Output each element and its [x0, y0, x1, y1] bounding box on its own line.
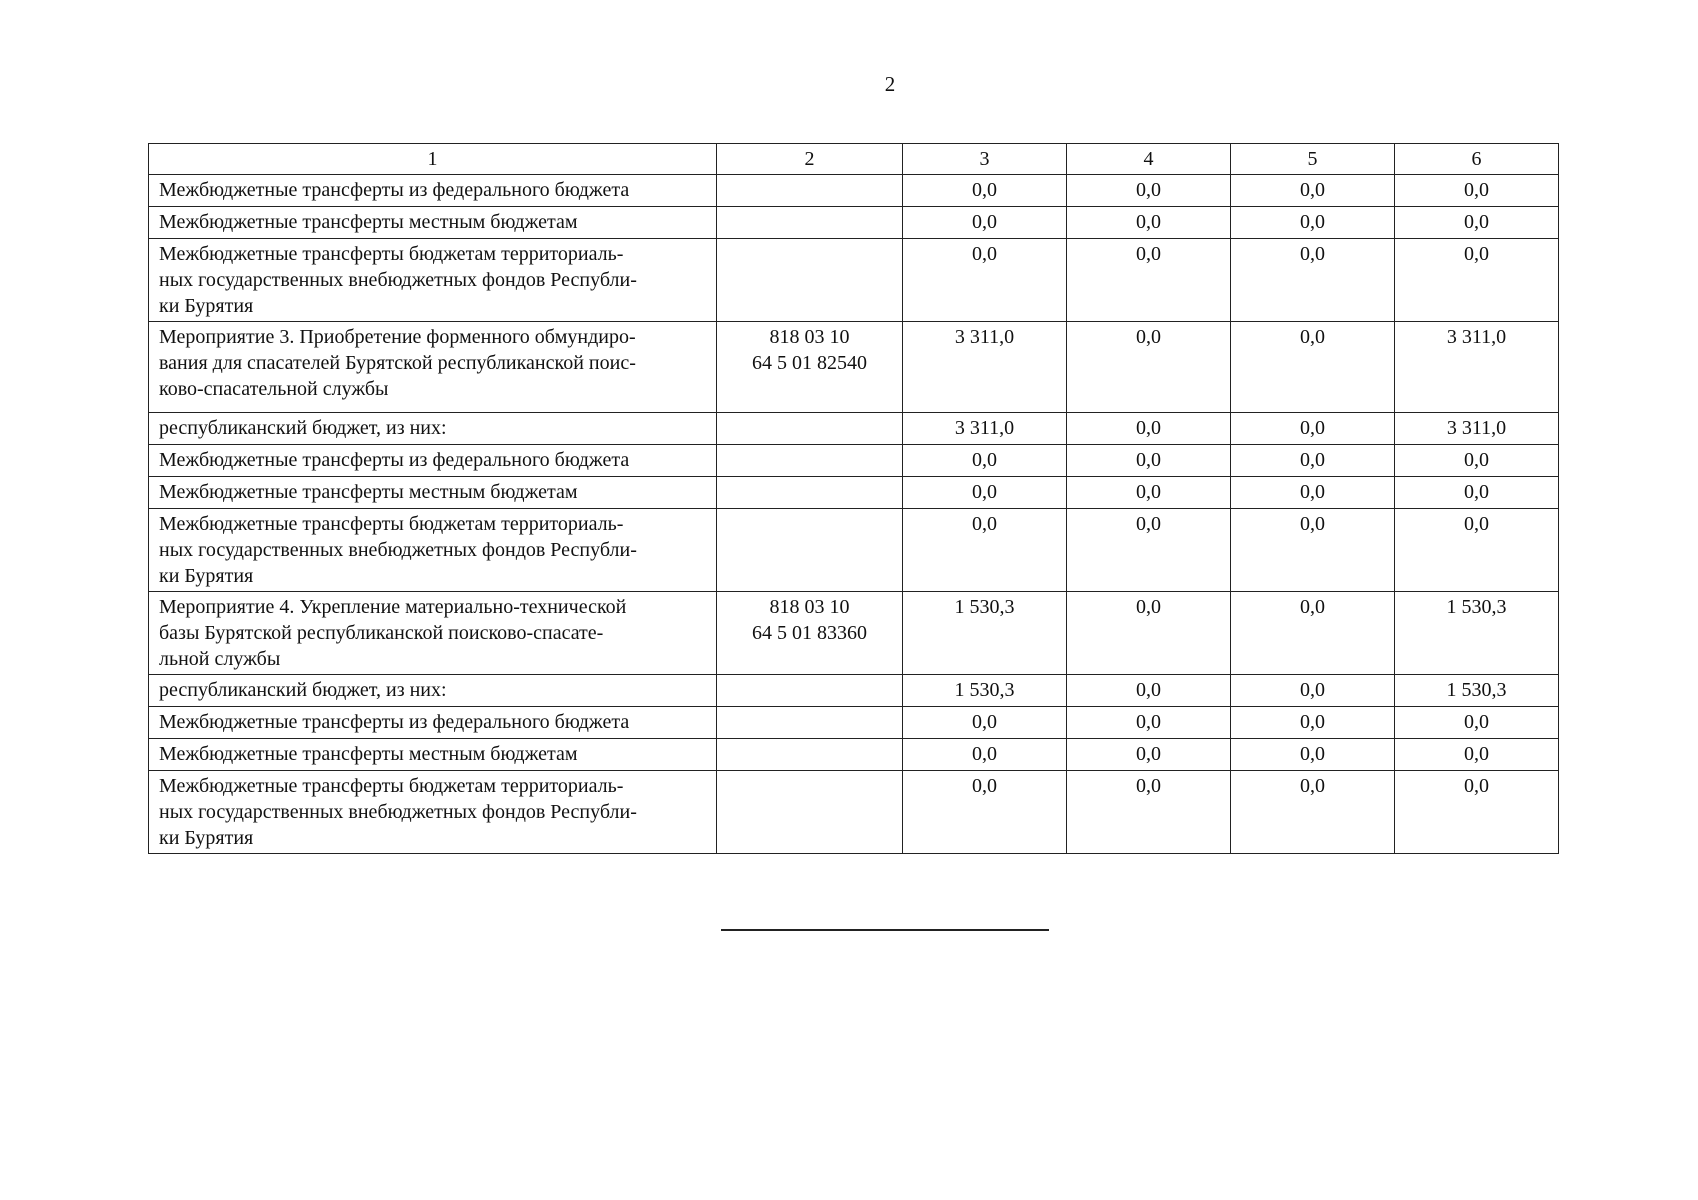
- row-label: Межбюджетные трансферты местным бюджетам: [149, 477, 717, 509]
- value-cell: 0,0: [1395, 175, 1559, 207]
- value-cell: 0,0: [1231, 707, 1395, 739]
- budget-code: 818 03 10 64 5 01 82540: [717, 322, 903, 413]
- value-cell: 0,0: [1231, 175, 1395, 207]
- table-row: [149, 207, 1559, 239]
- value-cell: 0,0: [1067, 322, 1231, 413]
- budget-code: [717, 707, 903, 739]
- table-row: [149, 239, 1559, 322]
- table-row: [149, 175, 1559, 207]
- column-header: 1: [149, 144, 717, 175]
- row-label: Мероприятие 3. Приобретение форменного обмундиро- вания для спасателей Бурятской республиканской поис- ково-спасательной службы: [149, 322, 717, 413]
- budget-code: [717, 239, 903, 322]
- budget-code: [717, 477, 903, 509]
- value-cell: 0,0: [1231, 239, 1395, 322]
- value-cell: 0,0: [1231, 413, 1395, 445]
- table-row: [149, 477, 1559, 509]
- budget-code: [717, 207, 903, 239]
- table-row: [149, 675, 1559, 707]
- column-header: 6: [1395, 144, 1559, 175]
- value-cell: 3 311,0: [903, 413, 1067, 445]
- value-cell: 0,0: [1067, 175, 1231, 207]
- value-cell: 0,0: [1231, 739, 1395, 771]
- budget-code: [717, 675, 903, 707]
- value-cell: 0,0: [1231, 445, 1395, 477]
- value-cell: 0,0: [1067, 413, 1231, 445]
- value-cell: 0,0: [1067, 509, 1231, 592]
- value-cell: 0,0: [903, 239, 1067, 322]
- table-row: [149, 509, 1559, 592]
- budget-code: [717, 175, 903, 207]
- page-number: 2: [884, 72, 896, 96]
- row-label: Мероприятие 4. Укрепление материально-технической базы Бурятской республиканской поисково-спасате- льной службы: [149, 592, 717, 675]
- row-label: Межбюджетные трансферты бюджетам территориаль- ных государственных внебюджетных фондов Республи- ки Бурятия: [149, 771, 717, 854]
- value-cell: 0,0: [1067, 675, 1231, 707]
- value-cell: 0,0: [1067, 739, 1231, 771]
- value-cell: 0,0: [1067, 707, 1231, 739]
- budget-table: [148, 143, 1559, 854]
- value-cell: 1 530,3: [903, 592, 1067, 675]
- value-cell: 0,0: [1067, 771, 1231, 854]
- value-cell: 0,0: [1231, 592, 1395, 675]
- row-label: Межбюджетные трансферты местным бюджетам: [149, 739, 717, 771]
- value-cell: 1 530,3: [1395, 675, 1559, 707]
- value-cell: 0,0: [903, 175, 1067, 207]
- value-cell: 0,0: [1231, 509, 1395, 592]
- value-cell: 0,0: [1067, 592, 1231, 675]
- row-label: Межбюджетные трансферты из федерального бюджета: [149, 175, 717, 207]
- table-row: [149, 739, 1559, 771]
- value-cell: 0,0: [903, 509, 1067, 592]
- value-cell: 0,0: [903, 771, 1067, 854]
- row-label: Межбюджетные трансферты местным бюджетам: [149, 207, 717, 239]
- row-label: Межбюджетные трансферты бюджетам территориаль- ных государственных внебюджетных фондов Республи- ки Бурятия: [149, 239, 717, 322]
- column-header: 2: [717, 144, 903, 175]
- row-label: Межбюджетные трансферты бюджетам территориаль- ных государственных внебюджетных фондов Республи- ки Бурятия: [149, 509, 717, 592]
- value-cell: 3 311,0: [1395, 322, 1559, 413]
- value-cell: 0,0: [903, 739, 1067, 771]
- value-cell: 0,0: [1395, 739, 1559, 771]
- value-cell: 0,0: [1395, 477, 1559, 509]
- value-cell: 1 530,3: [1395, 592, 1559, 675]
- value-cell: 0,0: [903, 207, 1067, 239]
- budget-code: 818 03 10 64 5 01 83360: [717, 592, 903, 675]
- value-cell: 0,0: [1231, 771, 1395, 854]
- value-cell: 0,0: [1395, 509, 1559, 592]
- value-cell: 0,0: [1395, 771, 1559, 854]
- value-cell: 0,0: [1067, 207, 1231, 239]
- value-cell: 0,0: [1067, 477, 1231, 509]
- value-cell: 0,0: [1067, 239, 1231, 322]
- row-label: Межбюджетные трансферты из федерального бюджета: [149, 445, 717, 477]
- value-cell: 3 311,0: [903, 322, 1067, 413]
- value-cell: 3 311,0: [1395, 413, 1559, 445]
- value-cell: 0,0: [1067, 445, 1231, 477]
- value-cell: 0,0: [1231, 322, 1395, 413]
- value-cell: 0,0: [1395, 239, 1559, 322]
- table-header-row: [149, 144, 1559, 175]
- column-header: 4: [1067, 144, 1231, 175]
- table-row: [149, 445, 1559, 477]
- column-header: 3: [903, 144, 1067, 175]
- table-row: [149, 413, 1559, 445]
- budget-code: [717, 771, 903, 854]
- value-cell: 0,0: [903, 707, 1067, 739]
- budget-code: [717, 509, 903, 592]
- value-cell: 0,0: [1231, 477, 1395, 509]
- value-cell: 0,0: [903, 477, 1067, 509]
- budget-code: [717, 739, 903, 771]
- value-cell: 0,0: [1395, 707, 1559, 739]
- value-cell: 0,0: [1231, 675, 1395, 707]
- row-label: республиканский бюджет, из них:: [149, 413, 717, 445]
- table-row: [149, 322, 1559, 413]
- row-label: Межбюджетные трансферты из федерального бюджета: [149, 707, 717, 739]
- row-label: республиканский бюджет, из них:: [149, 675, 717, 707]
- budget-code: [717, 413, 903, 445]
- table-row: [149, 592, 1559, 675]
- value-cell: 1 530,3: [903, 675, 1067, 707]
- column-header: 5: [1231, 144, 1395, 175]
- end-separator-line: [721, 929, 1049, 931]
- value-cell: 0,0: [1395, 445, 1559, 477]
- value-cell: 0,0: [1231, 207, 1395, 239]
- budget-code: [717, 445, 903, 477]
- value-cell: 0,0: [903, 445, 1067, 477]
- table-row: [149, 707, 1559, 739]
- value-cell: 0,0: [1395, 207, 1559, 239]
- table-row: [149, 771, 1559, 854]
